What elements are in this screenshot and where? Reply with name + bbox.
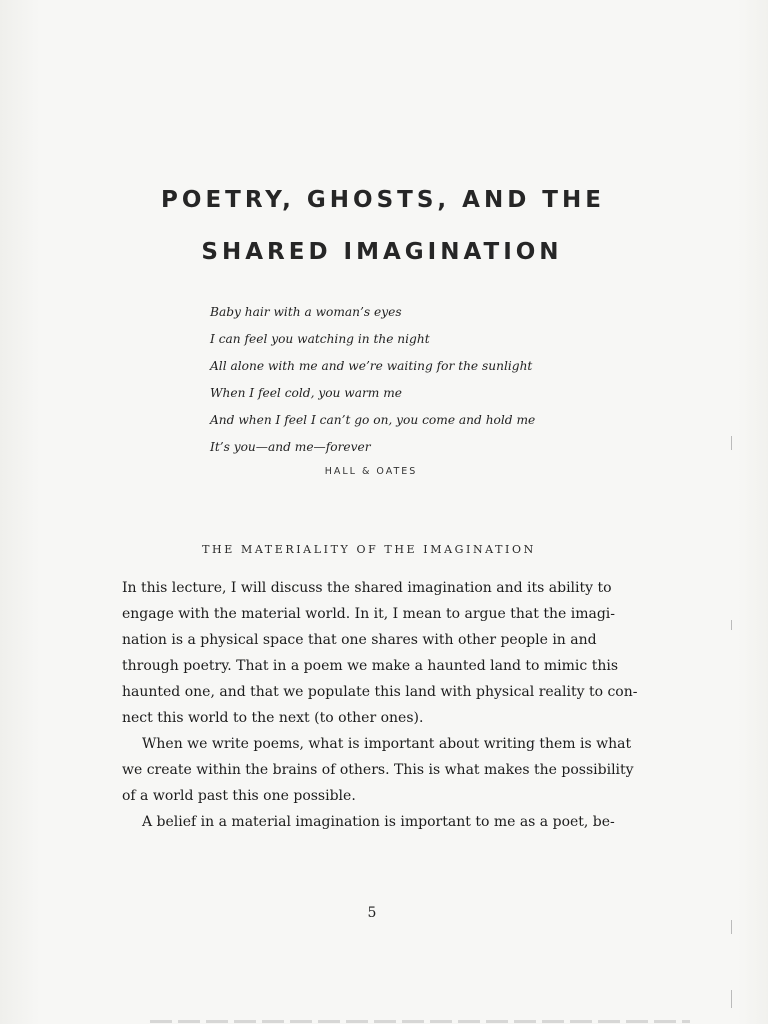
- epigraph-line: It’s you—and me—forever: [210, 440, 371, 454]
- paragraph-2-line: we create within the brains of others. This is what makes the possibility: [122, 762, 634, 778]
- page-number: 5: [367, 905, 377, 921]
- body-text: [122, 575, 638, 835]
- paragraph-2-line: of a world past this one possible.: [122, 788, 356, 804]
- chapter-title-line-2: SHARED IMAGINATION: [201, 239, 563, 265]
- epigraph-line: When I feel cold, you warm me: [210, 386, 402, 400]
- paragraph-3-line: A belief in a material imagination is important to me as a poet, be-: [142, 814, 615, 830]
- epigraph-line: Baby hair with a woman’s eyes: [210, 305, 402, 319]
- epigraph-line: All alone with me and we’re waiting for the sunlight: [210, 359, 533, 373]
- epigraph-line: And when I feel I can’t go on, you come and hold me: [210, 413, 536, 427]
- paragraph-1-line: nation is a physical space that one shares with other people in and: [122, 632, 597, 648]
- paragraph-1-line: through poetry. That in a poem we make a haunted land to mimic this: [122, 658, 619, 674]
- paragraph-2-line: When we write poems, what is important about writing them is what: [142, 736, 632, 752]
- epigraph: [210, 299, 610, 461]
- margin-mark: [731, 920, 732, 934]
- margin-mark: [731, 620, 732, 630]
- section-heading: THE MATERIALITY OF THE IMAGINATION: [202, 543, 536, 556]
- margin-mark: [731, 436, 732, 450]
- margin-mark: [731, 990, 732, 1008]
- paragraph-1-line: engage with the material world. In it, I mean to argue that the imagi-: [122, 606, 615, 622]
- paragraph-1-line: nect this world to the next (to other ones).: [122, 710, 424, 726]
- page-shadow-left: [0, 0, 40, 1024]
- paragraph-1-line: In this lecture, I will discuss the shared imagination and its ability to: [122, 580, 612, 596]
- bleed-through-text: [150, 1020, 690, 1023]
- page-shadow-right: [738, 0, 768, 1024]
- paragraph-1-line: haunted one, and that we populate this land with physical reality to con-: [122, 684, 638, 700]
- epigraph-line: I can feel you watching in the night: [210, 332, 430, 346]
- epigraph-attribution: HALL & OATES: [324, 466, 418, 477]
- chapter-title-line-1: POETRY, GHOSTS, AND THE: [161, 187, 605, 213]
